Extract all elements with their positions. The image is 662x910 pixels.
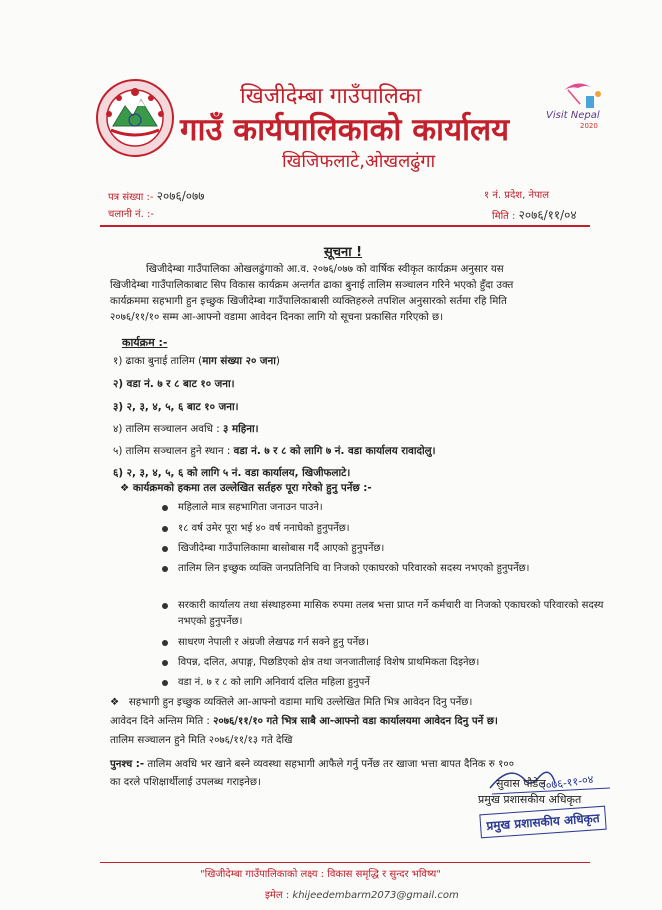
deadline-line: आवेदन दिने अन्तिम मिति : २०७६/११/१० गते भित्र साबै आ-आफ्नो वडा कार्यालयमा आवेदन दिनु पर्ने छ। — [110, 716, 498, 727]
office-name: गाउँ कार्यपालिकाको कार्यालय — [180, 112, 510, 148]
diamond-bullet-icon: ❖ — [120, 482, 133, 494]
diamond-bullet-icon: ❖ — [110, 697, 129, 708]
condition-item: विपन्न, दलित, अपाङ्ग, पिछडिएको क्षेत्र तथा जनजातीलाई विशेष प्राथमिकता दिइनेछ। — [178, 655, 608, 671]
program-item: ५) तालिम सञ्चालन हुने स्थान : वडा नं. ७ र ८ को लागि ७ नं. वडा कार्यालय रावादोलु। — [113, 445, 436, 457]
letter-number: पत्र संख्या :- २०७६/०७७ — [108, 189, 205, 203]
program-item: २) वडा नं. ७ र ८ बाट १० जना। — [113, 378, 235, 390]
program-item: १) ढाका बुनाई तालिम (माग संख्या २० जना) — [113, 355, 280, 367]
bullet-icon — [162, 566, 168, 572]
bullet-icon — [162, 603, 168, 609]
conditions-heading: ❖ कार्यक्रमको हकमा तल उल्लेखित सर्तहरु पूरा गरेको हुनु पर्नेछ :- — [120, 482, 372, 494]
footer-divider — [100, 862, 590, 863]
condition-item: साधरण नेपाली र अंग्रजी लेखपढ गर्न सक्ने हुनु पर्नेछ। — [178, 635, 608, 651]
bullet-icon — [162, 546, 168, 552]
bullet-icon — [162, 505, 168, 511]
header-divider — [100, 225, 590, 227]
program-item: ३) २, ३, ४, ५, ६ बाट १० जना। — [113, 401, 239, 413]
condition-item: १८ वर्ष उमेर पूरा भई ४० वर्ष ननाघेको हुनुपर्नेछ। — [178, 521, 608, 537]
province-label: १ नं. प्रदेश, नेपाल — [484, 190, 550, 201]
municipality-emblem-icon — [95, 78, 175, 158]
condition-item: खिजीदेम्बा गाउँपालिकामा बासोबास गर्दै आएको हुनुपर्नेछ। — [178, 541, 608, 557]
notice-line: २०७६/११/१० सम्म आ-आफ्नो वडामा आवेदन दिनका लागि यो सूचना प्रकासित गरिएको छ। — [110, 312, 444, 323]
bullet-icon — [162, 640, 168, 646]
bullet-icon — [162, 526, 168, 532]
footer-motto: "खिजीदेम्बा गाउँपालिकाको लक्ष्य : विकास समृद्धि र सुन्दर भविष्य" — [200, 869, 441, 880]
signatory-name: सुवास पौडेल — [496, 777, 546, 790]
program-heading: कार्यक्रम :- — [122, 336, 168, 349]
notice-heading: सूचना ! — [324, 245, 363, 260]
condition-item: महिलाले मात्र सहभागिता जनाउन पाउने। — [178, 500, 608, 516]
footer-email: इमेल : khijeedembarm2073@gmail.com — [265, 890, 459, 901]
dispatch-number: चलानी नं. :- — [108, 209, 154, 220]
postscript-line-2: का दरले पशिक्षार्थीलाई उपलब्ध गराइनेछ। — [110, 777, 261, 788]
email-address: khijeedembarm2073@gmail.com — [292, 890, 459, 901]
notice-line: खिजीदेम्बा गाउँपालिका ओखलढुंगाको आ.व. २०७६/०७७ को वार्षिक स्वीकृत कार्यक्रम अनुसार यस — [146, 264, 504, 275]
start-date-line: तालिम सञ्चालन हुने मिति २०७६/११/१३ गते देखि — [110, 735, 293, 746]
signatory-title: प्रमुख प्रशासकीय अधिकृत — [478, 793, 582, 806]
notice-line: खिजीदेम्बा गाउँपालिकाबाट सिप विकास कार्यक्रम अन्तर्गत ढाका बुनाई तालिम सञ्चालन गरिने भएको हुँदा उक्त — [110, 280, 514, 291]
office-location: खिजिफलाटे,ओखलढुंगा — [282, 151, 436, 172]
condition-item: वडा नं. ७ र ८ को लागि अनिवार्य दलित महिला हुनुपर्ने — [178, 675, 608, 691]
visit-nepal-logo-icon — [546, 78, 616, 130]
bullet-icon — [162, 660, 168, 666]
visit-nepal-logo — [546, 78, 616, 130]
program-item: ६) २, ३, ४, ५, ६ को लागि ५ नं. वडा कार्यालय, खिजीफलाटे। — [113, 467, 351, 479]
program-item: ४) तालिम सञ्चालन अवधि : ३ महिना। — [113, 423, 259, 435]
handwritten-date: २०७६-११-०४ — [539, 772, 595, 794]
postscript-line: पुनश्च :- तालिम अवधि भर खाने बस्ने व्यवस्था सहभागी आफैले गर्नु पर्नेछ तर खाजा भत्ता बापत दैनिक रु १०० — [110, 759, 515, 770]
bullet-icon — [162, 680, 168, 686]
notice-line: कार्यक्रममा सहभागी हुन इच्छुक खिजीदेम्बा गाउँपालिकाबासी व्यक्तिहरुले तपशिल अनुसारको सर्तमा रहि मिति — [110, 296, 507, 307]
apply-line: ❖ सहभागी हुन इच्छुक व्यक्तिले आ-आफ्नो वडामा माथि उल्लेखित मिति भित्र आवेदन दिनु पर्नेछ। — [110, 697, 473, 708]
visit-nepal-text: Visit Nepal — [546, 110, 600, 121]
letter-number-value: २०७६/०७७ — [156, 189, 205, 203]
date-value: २०७६/११/०४ — [518, 208, 577, 222]
condition-item: सरकारी कार्यालय तथा संस्थाहरुमा मासिक रुपमा तलब भत्ता प्राप्त गर्ने कर्मचारी वा निजको एकाघरको परिवारको सदस्य नभएको हुनुपर्नेछ। — [178, 598, 608, 630]
municipality-name: खिजीदेम्बा गाउँपालिका — [240, 84, 422, 109]
date: मिति : २०७६/११/०४ — [492, 208, 577, 222]
notice-paragraph — [110, 262, 606, 326]
condition-item: तालिम लिन इच्छुक व्यक्ति जनप्रतिनिधि वा निजको एकाघरको परिवारको सदस्य नभएको हुनुपर्नेछ। — [178, 561, 608, 577]
visit-nepal-year: 2020 — [580, 122, 598, 130]
official-stamp: प्रमुख प्रशासकीय अधिकृत — [479, 806, 606, 839]
